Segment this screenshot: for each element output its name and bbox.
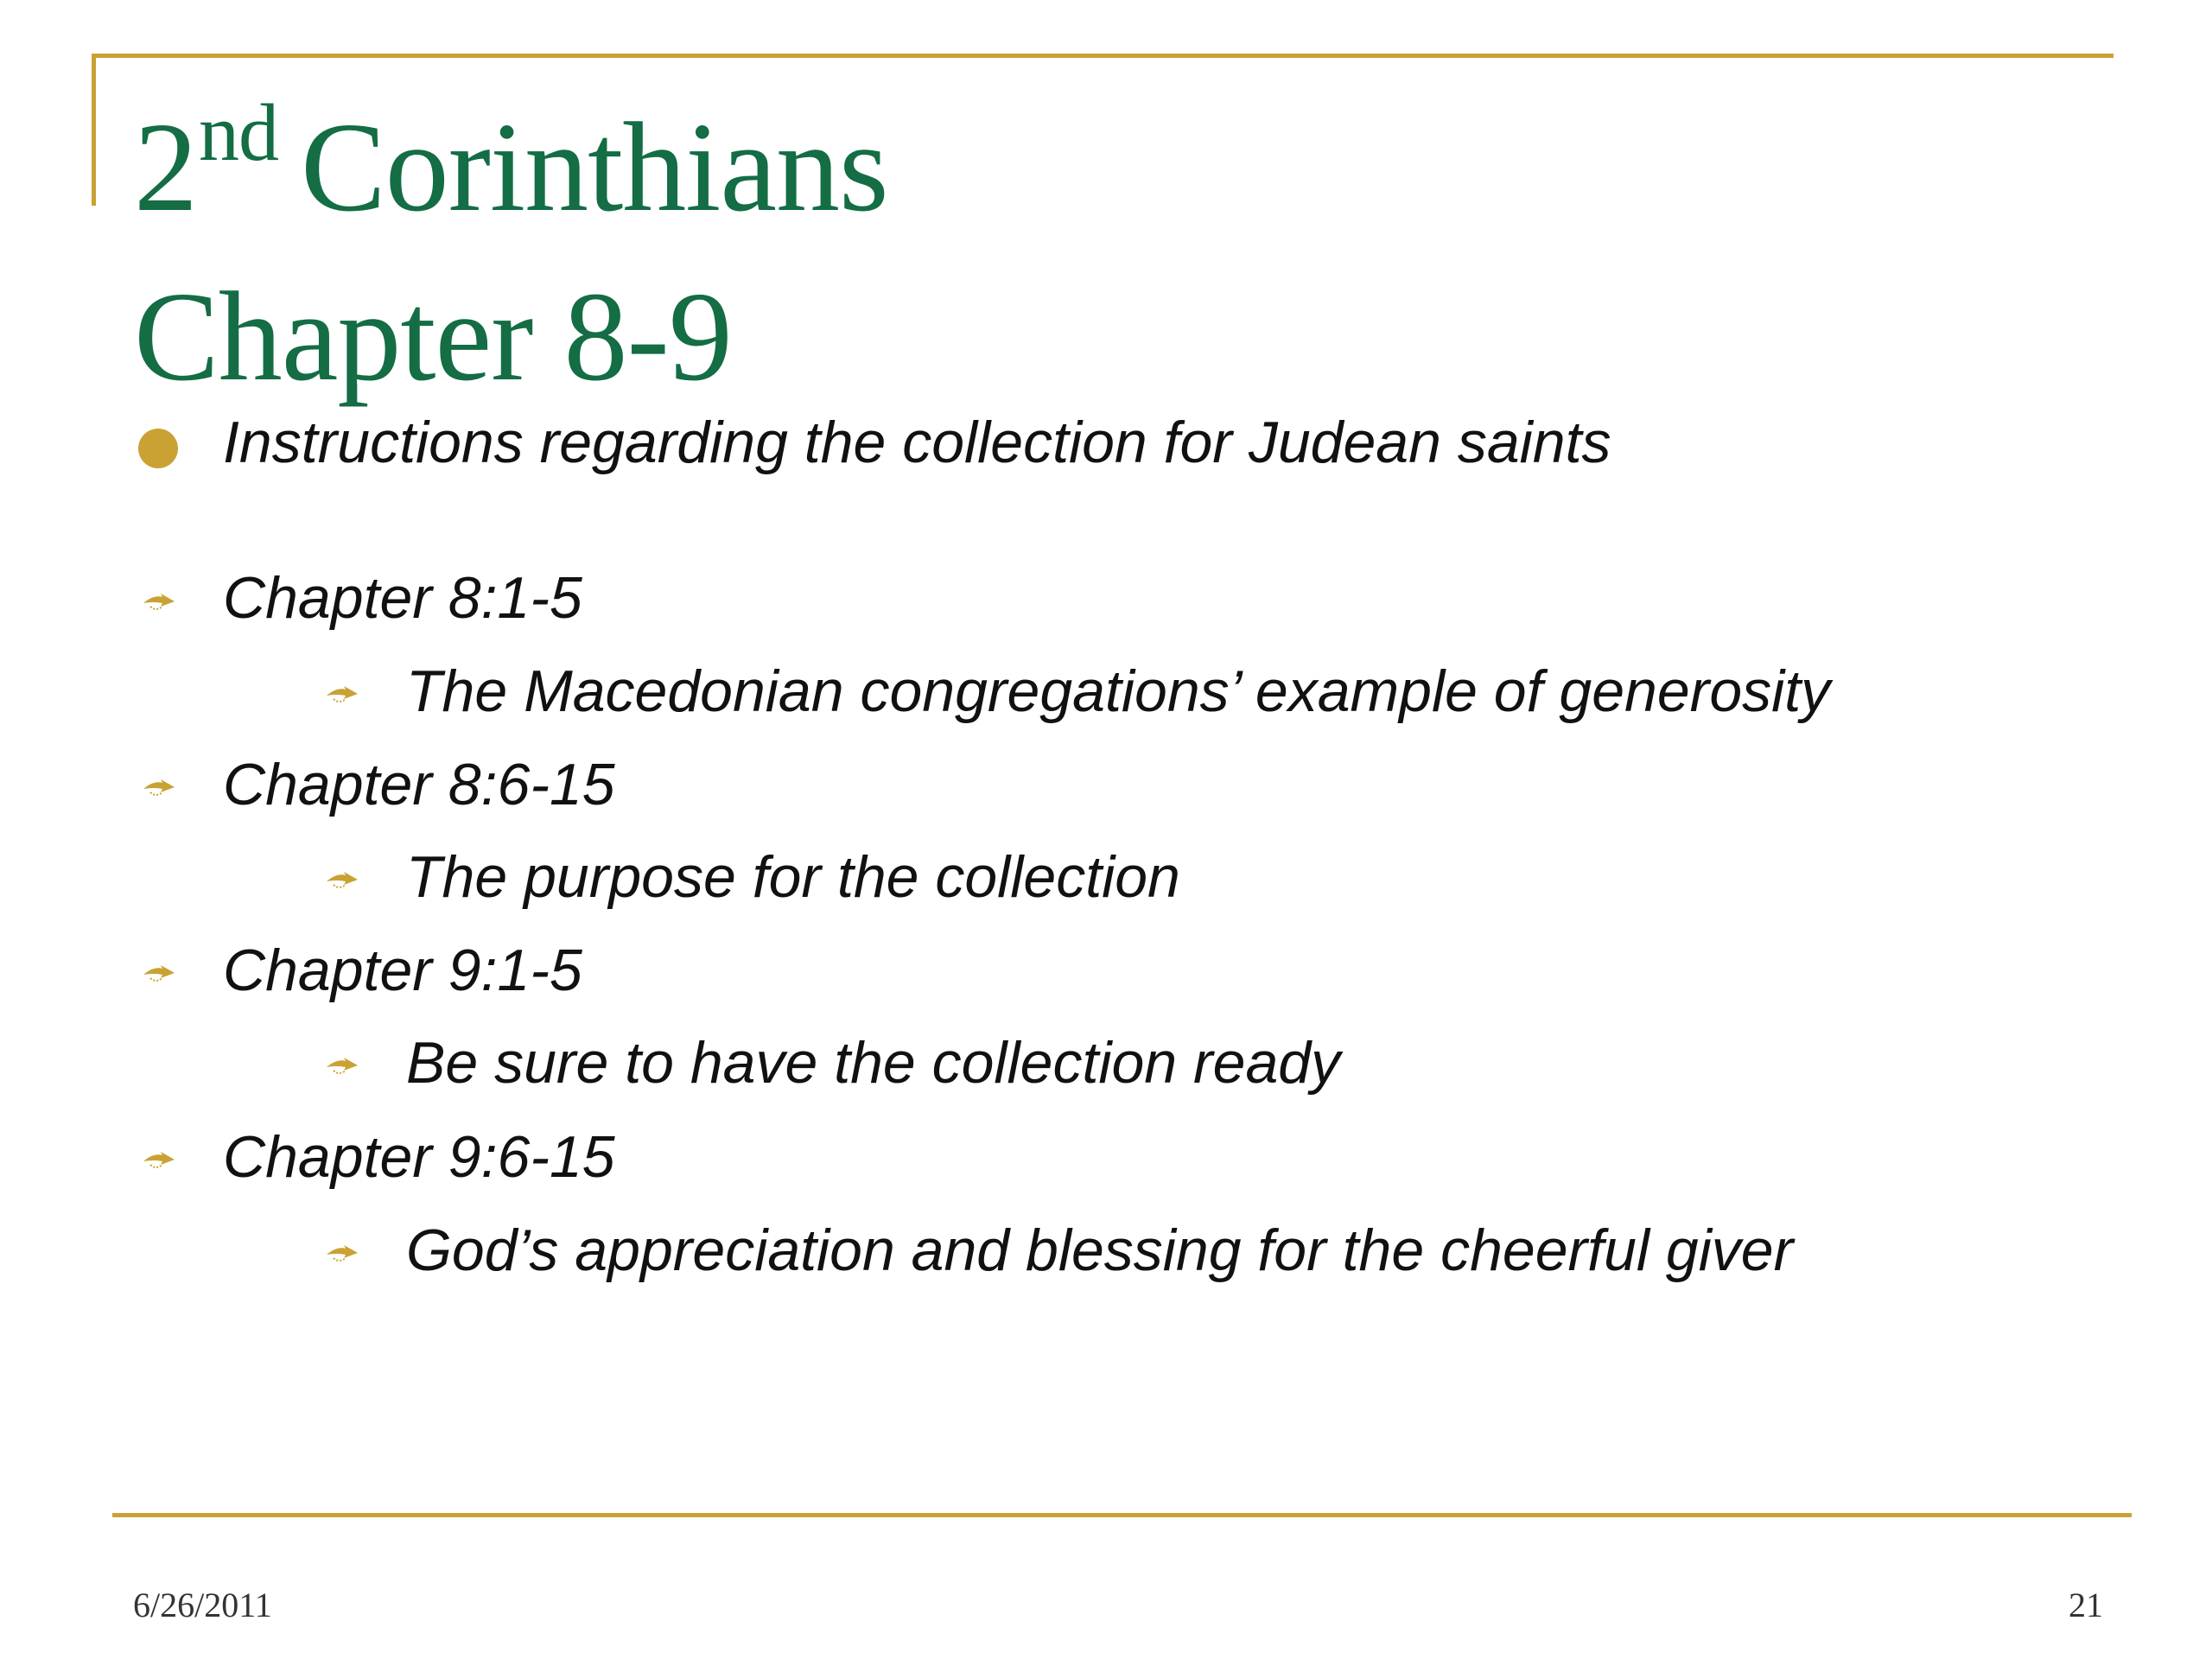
title-superscript: nd [199,88,278,178]
title-line-2: Chapter 8-9 [134,266,732,408]
item-detail: God’s appreciation and blessing for the cheerful giver [406,1217,1794,1283]
item-detail: The purpose for the collection [406,844,1180,910]
frame-top-line [92,54,2113,58]
arrow-bullet-icon [325,1244,359,1265]
arrow-bullet-icon [325,871,359,892]
item-heading: Chapter 9:1-5 [223,938,582,1003]
main-bullet-dot-icon [138,429,178,468]
main-bullet-text: Instructions regarding the collection for Judean saints [223,410,1611,475]
arrow-bullet-icon [142,1151,176,1172]
frame-left-line [92,54,96,206]
item-heading: Chapter 8:1-5 [223,565,582,631]
item-heading: Chapter 8:6-15 [223,752,615,817]
item-detail: Be sure to have the collection ready [406,1030,1341,1096]
arrow-bullet-icon [325,1057,359,1077]
arrow-bullet-icon [142,593,176,613]
footer-date: 6/26/2011 [133,1586,272,1624]
arrow-bullet-icon [325,685,359,706]
item-heading: Chapter 9:6-15 [223,1124,615,1190]
footer-divider [112,1513,2132,1517]
arrow-bullet-icon [142,964,176,985]
title-number: 2 [134,97,197,238]
slide-title [134,88,888,414]
arrow-bullet-icon [142,779,176,799]
page-number: 21 [2069,1586,2103,1624]
item-detail: The Macedonian congregations’ example of generosity [406,658,1831,724]
title-line-1 [134,88,888,260]
title-book: Corinthians [301,97,888,238]
